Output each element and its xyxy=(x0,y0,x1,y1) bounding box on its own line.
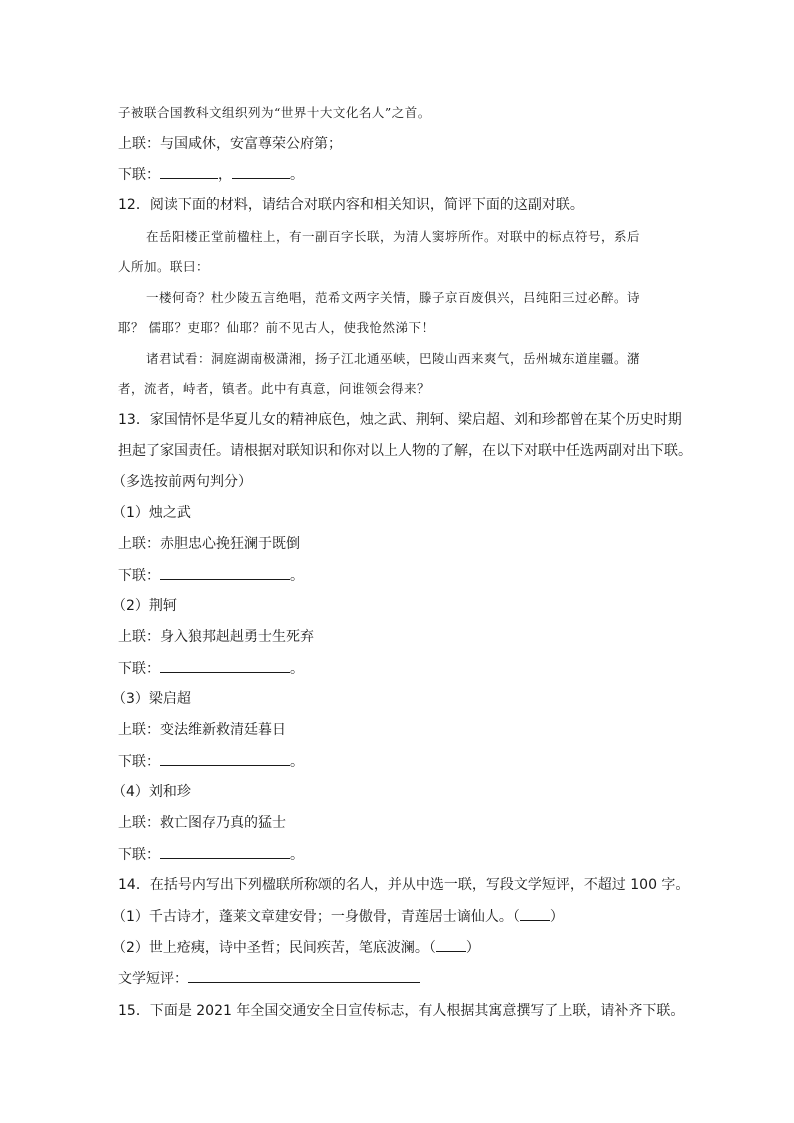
answer-blank[interactable] xyxy=(520,906,550,921)
q11-upper-couplet xyxy=(118,134,342,154)
q13-item-4-number: （4）刘和珍 xyxy=(112,784,191,800)
review-blank[interactable] xyxy=(188,968,420,983)
q14-review xyxy=(118,968,420,989)
close-paren: ） xyxy=(465,940,480,956)
item-text: （1）千古诗才，蓬莱文章建安骨；一身傲骨，青莲居士谪仙人。（ xyxy=(112,909,520,925)
answer-blank[interactable] xyxy=(160,658,290,673)
period: 。 xyxy=(290,847,304,863)
item-text: （2）世上疮痍，诗中圣哲；民间疾苦，笔底波澜。（ xyxy=(112,940,436,956)
q13-title-b: 担起了家国责任。请根据对联知识和你对以上人物的了解，在以下对联中任选两副对出下联。 xyxy=(118,443,692,459)
lower-label: 下联： xyxy=(118,847,160,863)
upper-text: 与国咸休，安富尊荣公府第； xyxy=(160,136,342,152)
q13-note: （多选按前两句判分） xyxy=(112,474,252,490)
q13-item-1-number: （1）烛之武 xyxy=(112,505,191,521)
q13-item-2-lower xyxy=(118,658,304,679)
intro-line: 子被联合国教科文组织列为“世界十大文化名人”之首。 xyxy=(118,105,431,120)
q13-item-3-number: （3）梁启超 xyxy=(112,691,191,707)
answer-blank[interactable] xyxy=(160,751,290,766)
answer-blank[interactable] xyxy=(436,937,466,952)
close-paren: ） xyxy=(549,909,564,925)
q12-title: 12．阅读下面的材料，请结合对联内容和相关知识，简评下面的这副对联。 xyxy=(118,197,584,213)
upper-label: 上联： xyxy=(118,136,160,152)
q12-paragraph-2b: 耶？ 儒耶？吏耶？仙耶？前不见古人，使我怆然涕下！ xyxy=(118,320,435,335)
lower-label: 下联： xyxy=(118,568,160,584)
q12-paragraph-1b: 人所加。联曰： xyxy=(118,259,210,274)
q12-paragraph-1a: 在岳阳楼正堂前楹柱上，有一副百字长联，为清人窦垿所作。对联中的标点符号，系后 xyxy=(146,229,641,244)
answer-blank[interactable] xyxy=(160,565,290,580)
q13-item-4-upper: 上联：救亡图存乃真的猛士 xyxy=(118,815,286,831)
lower-label: 下联： xyxy=(118,167,160,183)
period: 。 xyxy=(290,754,304,770)
answer-blank-1[interactable] xyxy=(160,164,218,179)
period: 。 xyxy=(290,568,304,584)
q13-item-3-upper: 上联：变法维新救清廷暮日 xyxy=(118,722,286,738)
q15-title: 15．下面是 2021 年全国交通安全日宣传标志，有人根据其寓意撰写了上联，请补齐下联。 xyxy=(118,1003,685,1019)
review-label: 文学短评： xyxy=(118,971,188,987)
q13-item-1-upper: 上联：赤胆忠心挽狂澜于既倒 xyxy=(118,536,300,552)
q14-item-2 xyxy=(112,937,480,958)
q12-paragraph-3b: 者，流者，峙者，镇者。此中有真意，问谁领会得来？ xyxy=(118,381,431,396)
q13-item-2-number: （2）荆轲 xyxy=(112,598,177,614)
q11-lower-couplet xyxy=(118,164,304,185)
q14-item-1 xyxy=(112,906,564,927)
period: 。 xyxy=(290,661,304,677)
lower-label: 下联： xyxy=(118,661,160,677)
separator: ， xyxy=(218,167,232,183)
answer-blank-2[interactable] xyxy=(232,164,290,179)
q13-item-4-lower xyxy=(118,844,304,865)
q13-title-a: 13．家国情怀是华夏儿女的精神底色，烛之武、荆轲、梁启超、刘和珍都曾在某个历史时期 xyxy=(118,412,682,428)
q12-paragraph-3a: 诸君试看：洞庭湖南极潇湘，扬子江北通巫峡，巴陵山西来爽气，岳州城东道崖疆。潴 xyxy=(146,351,641,366)
q13-item-3-lower xyxy=(118,751,304,772)
q13-item-1-lower xyxy=(118,565,304,586)
q14-title: 14．在括号内写出下列楹联所称颂的名人，并从中选一联，写段文学短评，不超过 100 字。 xyxy=(118,877,690,893)
period: 。 xyxy=(290,167,304,183)
answer-blank[interactable] xyxy=(160,844,290,859)
q13-item-2-upper: 上联：身入狼邦赳赳勇士生死弃 xyxy=(118,629,314,645)
q12-paragraph-2a: 一楼何奇？杜少陵五言绝唱，范希文两字关情，滕子京百废俱兴，吕纯阳三过必醉。诗 xyxy=(146,290,641,305)
lower-label: 下联： xyxy=(118,754,160,770)
